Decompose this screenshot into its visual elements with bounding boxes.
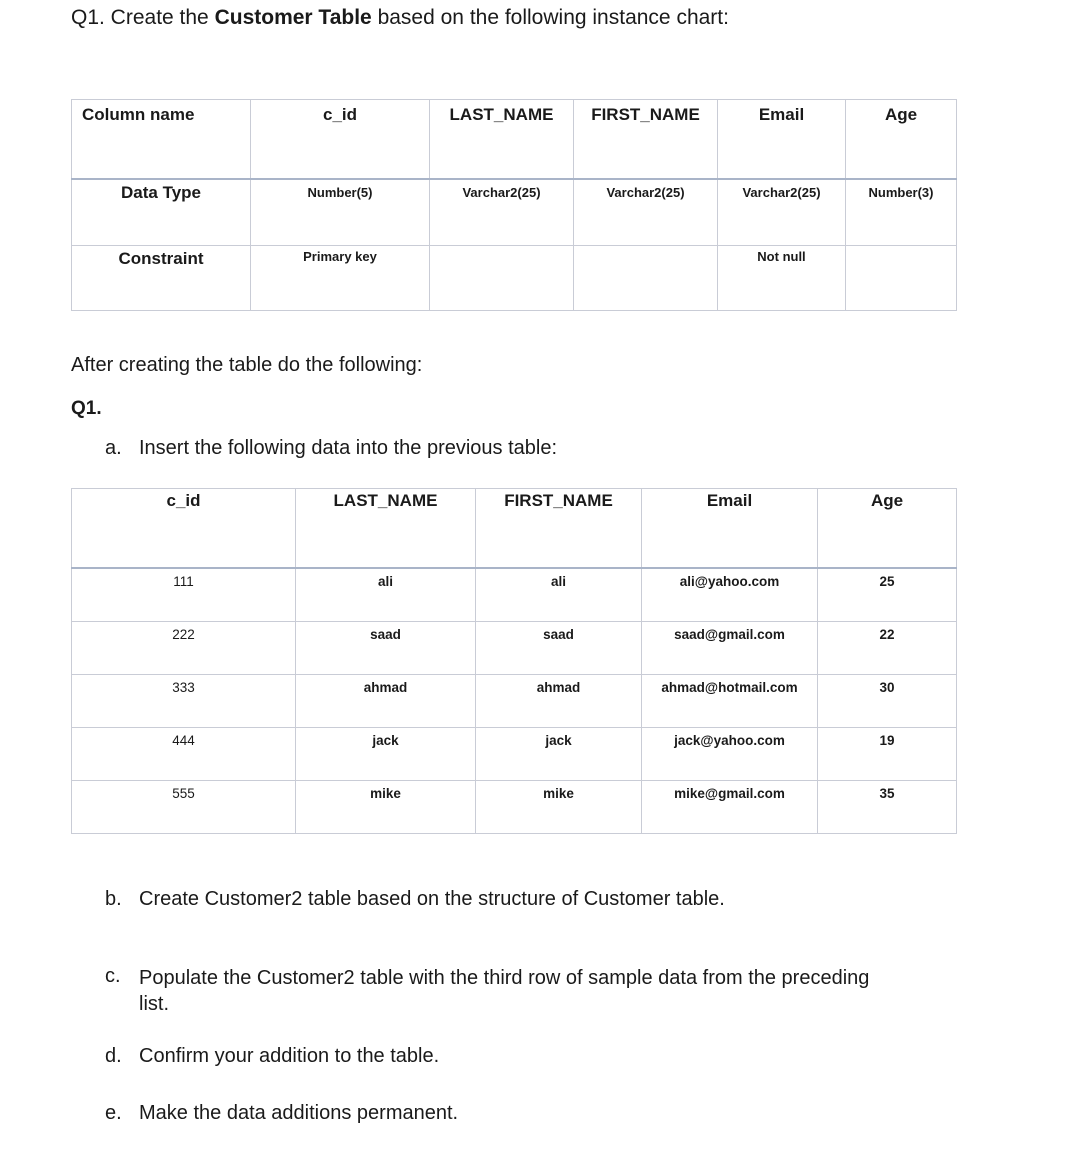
item-d [105,1045,439,1068]
chart-cell: Varchar2(25) [430,179,574,246]
item-b-label: b. [105,888,122,910]
sample-data-table [71,488,957,834]
item-a [105,437,557,460]
table-cell: jack [296,728,476,781]
item-e-label: e. [105,1102,122,1124]
chart-cell: FIRST_NAME [574,100,718,180]
item-a-text: Insert the following data into the previous table: [139,437,558,459]
item-c-text: Populate the Customer2 table with the third row of sample data from the preceding list. [139,967,870,1015]
header-cell-last-name: LAST_NAME [296,489,476,569]
item-a-label: a. [105,437,122,459]
item-c [105,965,885,1017]
heading-prefix: Q1. Create the [71,6,215,29]
table-cell: 19 [818,728,957,781]
table-cell: mike [476,781,642,834]
table-cell: 222 [72,622,296,675]
table-row [72,568,957,622]
chart-cell: Column name [72,100,251,180]
chart-cell: Number(5) [251,179,430,246]
table-cell: jack [476,728,642,781]
chart-cell [574,246,718,311]
table-cell: saad@gmail.com [642,622,818,675]
header-cell-age: Age [818,489,957,569]
chart-cell: c_id [251,100,430,180]
table-cell: mike [296,781,476,834]
chart-cell: Number(3) [846,179,957,246]
table-cell: ahmad [476,675,642,728]
data-header-row [72,489,957,569]
table-row [72,781,957,834]
table-cell: 555 [72,781,296,834]
chart-row-constraint [72,246,957,311]
table-cell: ali [476,568,642,622]
table-cell: saad [476,622,642,675]
chart-cell: Varchar2(25) [718,179,846,246]
chart-cell: Varchar2(25) [574,179,718,246]
table-cell: jack@yahoo.com [642,728,818,781]
item-d-text: Confirm your addition to the table. [139,1045,440,1067]
header-cell-first-name: FIRST_NAME [476,489,642,569]
table-cell: 35 [818,781,957,834]
after-creating-text: After creating the table do the following: [71,354,423,376]
chart-cell: LAST_NAME [430,100,574,180]
table-cell: ahmad@hotmail.com [642,675,818,728]
heading-suffix: based on the following instance chart: [371,6,729,29]
table-cell: saad [296,622,476,675]
table-cell: 444 [72,728,296,781]
chart-cell [430,246,574,311]
table-row [72,728,957,781]
table-cell: mike@gmail.com [642,781,818,834]
table-cell: 111 [72,568,296,622]
chart-row-column-name [72,100,957,180]
item-b [105,888,725,911]
q1-label: Q1. [71,398,102,419]
chart-cell: Email [718,100,846,180]
table-row [72,675,957,728]
table-cell: ahmad [296,675,476,728]
item-c-label: c. [105,965,121,987]
chart-cell [846,246,957,311]
table-cell: 22 [818,622,957,675]
table-cell: 30 [818,675,957,728]
table-cell: 25 [818,568,957,622]
item-e [105,1102,458,1125]
header-cell-c-id: c_id [72,489,296,569]
table-cell: 333 [72,675,296,728]
question-heading [71,6,729,30]
table-cell: ali@yahoo.com [642,568,818,622]
item-d-label: d. [105,1045,122,1067]
chart-cell: Age [846,100,957,180]
chart-cell: Primary key [251,246,430,311]
table-row [72,622,957,675]
chart-cell: Data Type [72,179,251,246]
item-e-text: Make the data additions permanent. [139,1102,459,1124]
chart-cell: Constraint [72,246,251,311]
instance-chart-table [71,99,957,311]
chart-row-data-type [72,179,957,246]
table-cell: ali [296,568,476,622]
chart-cell: Not null [718,246,846,311]
heading-bold-table-name: Customer Table [214,6,372,29]
header-cell-email: Email [642,489,818,569]
item-b-text: Create Customer2 table based on the structure of Customer table. [139,888,725,910]
